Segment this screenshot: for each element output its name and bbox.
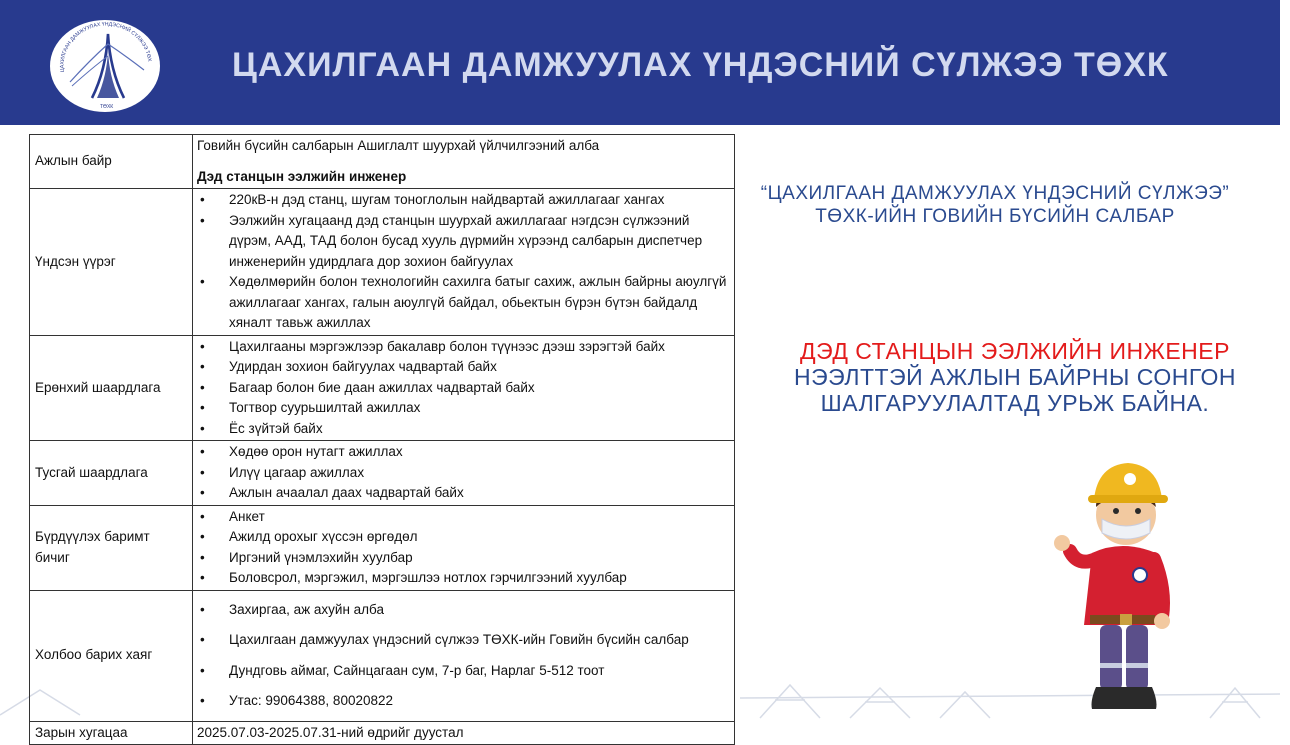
tower-logo-icon: [50, 20, 160, 112]
list-item: • Цахилгааны мэргэжлээр бакалавр болон түүнээс дээш зэрэгтэй байх: [197, 337, 729, 358]
list-item: • Ээлжийн хугацаанд дэд станцын шуурхай ажиллагааг нэгдсэн сүлжээний дүрэм, ААД, ТАД болон бусад хууль дүрмийн хүрээнд салбарын диспетчер инженерийн удирдлага дор зохион байгуулах: [197, 211, 729, 273]
workplace-department: Говийн бүсийн салбарын Ашиглалт шуурхай үйлчилгээний алба: [197, 138, 600, 153]
company-logo: [50, 20, 160, 112]
row-label: Ерөнхий шаардлага: [30, 335, 193, 441]
row-value: [193, 590, 735, 721]
header-title: ЦАХИЛГААН ДАМЖУУЛАХ ҮНДЭСНИЙ СҮЛЖЭЭ ТӨХК: [232, 46, 1169, 84]
logo-arc-text: ЦАХИЛГААН ДАМЖУУЛАХ ҮНДЭСНИЙ СҮЛЖЭЭ ТӨХ: [59, 21, 153, 73]
announcement-line: НЭЭЛТТЭЙ АЖЛЫН БАЙРНЫ СОНГОН: [793, 364, 1236, 390]
logo-abbr-text: ТӨХК: [100, 104, 114, 110]
list-item: • 220кВ-н дэд станц, шугам тоноглолын найдвартай ажиллагааг хангах: [197, 190, 729, 211]
list-item: • Удирдан зохион байгуулах чадвартай байх: [197, 357, 729, 378]
job-announcement-heading: [740, 338, 1290, 416]
list-item: • Ажилд орохыг хүссэн өргөдөл: [197, 527, 729, 548]
list-item: • Илүү цагаар ажиллах: [197, 463, 729, 484]
table-row-documents: [30, 505, 735, 590]
row-label: Тусгай шаардлага: [30, 441, 193, 506]
list-item: • Боловсрол, мэргэжил, мэргэшлээ нотлох гэрчилгээний хуулбар: [197, 568, 729, 589]
row-label: Үндсэн үүрэг: [30, 189, 193, 336]
job-info-table: [29, 134, 735, 745]
list-item: • Хөдөө орон нутагт ажиллах: [197, 442, 729, 463]
row-label: Холбоо барих хаяг: [30, 590, 193, 721]
row-value: [193, 505, 735, 590]
list-item: • Цахилгаан дамжуулах үндэсний сүлжээ ТӨХК-ийн Говийн бүсийн салбар: [197, 630, 729, 651]
list-item: • Утас: 99064388, 80020822: [197, 691, 729, 712]
table-row-workplace: [30, 135, 735, 189]
row-label: Зарын хугацаа: [30, 721, 193, 745]
list-item: • Багаар болон бие даан ажиллах чадвартай байх: [197, 378, 729, 399]
row-value: 2025.07.03-2025.07.31-ний өдрийг дуустал: [193, 721, 735, 745]
table-row-general-requirements: [30, 335, 735, 441]
list-item: • Тогтвор суурьшилтай ажиллах: [197, 398, 729, 419]
announcement-line: ШАЛГАРУУЛАЛТАД УРЬЖ БАЙНА.: [820, 390, 1210, 416]
subtitle-line: ТӨХК-ИЙН ГОВИЙН БҮСИЙН САЛБАР: [815, 206, 1175, 227]
company-branch-subtitle: [740, 182, 1250, 228]
table-row-contact: [30, 590, 735, 721]
row-value: [193, 135, 735, 189]
row-value: [193, 335, 735, 441]
list-item: • Дундговь аймаг, Сайнцагаан сум, 7-р баг, Нарлаг 5-512 тоот: [197, 661, 729, 682]
list-item: • Ажлын ачаалал даах чадвартай байх: [197, 483, 729, 504]
row-value: [193, 189, 735, 336]
workplace-position: Дэд станцын ээлжийн инженер: [197, 168, 407, 184]
list-item: • Анкет: [197, 507, 729, 528]
subtitle-line: “ЦАХИЛГААН ДАМЖУУЛАХ ҮНДЭСНИЙ СҮЛЖЭЭ”: [760, 183, 1230, 204]
position-title: ДЭД СТАНЦЫН ЭЭЛЖИЙН ИНЖЕНЕР: [800, 338, 1230, 364]
header-banner: [0, 0, 1280, 125]
list-item: • Иргэний үнэмлэхийн хуулбар: [197, 548, 729, 569]
list-item: • Ёс зүйтэй байх: [197, 419, 729, 440]
row-label: Ажлын байр: [30, 135, 193, 189]
row-label: Бүрдүүлэх баримт бичиг: [30, 505, 193, 590]
list-item: • Захиргаа, аж ахуйн алба: [197, 600, 729, 621]
table-row-special-requirements: [30, 441, 735, 506]
table-row-deadline: [30, 721, 735, 745]
worker-mascot-icon: [1040, 455, 1200, 720]
row-value: [193, 441, 735, 506]
list-item: • Хөдөлмөрийн болон технологийн сахилга батыг сахиж, ажлын байрны аюулгүй ажиллагааг хангах, галын аюулгүй байдал, обьектын бүрэн бүтэн байдалд хяналт тавьж ажиллах: [197, 272, 729, 334]
table-row-duties: [30, 189, 735, 336]
